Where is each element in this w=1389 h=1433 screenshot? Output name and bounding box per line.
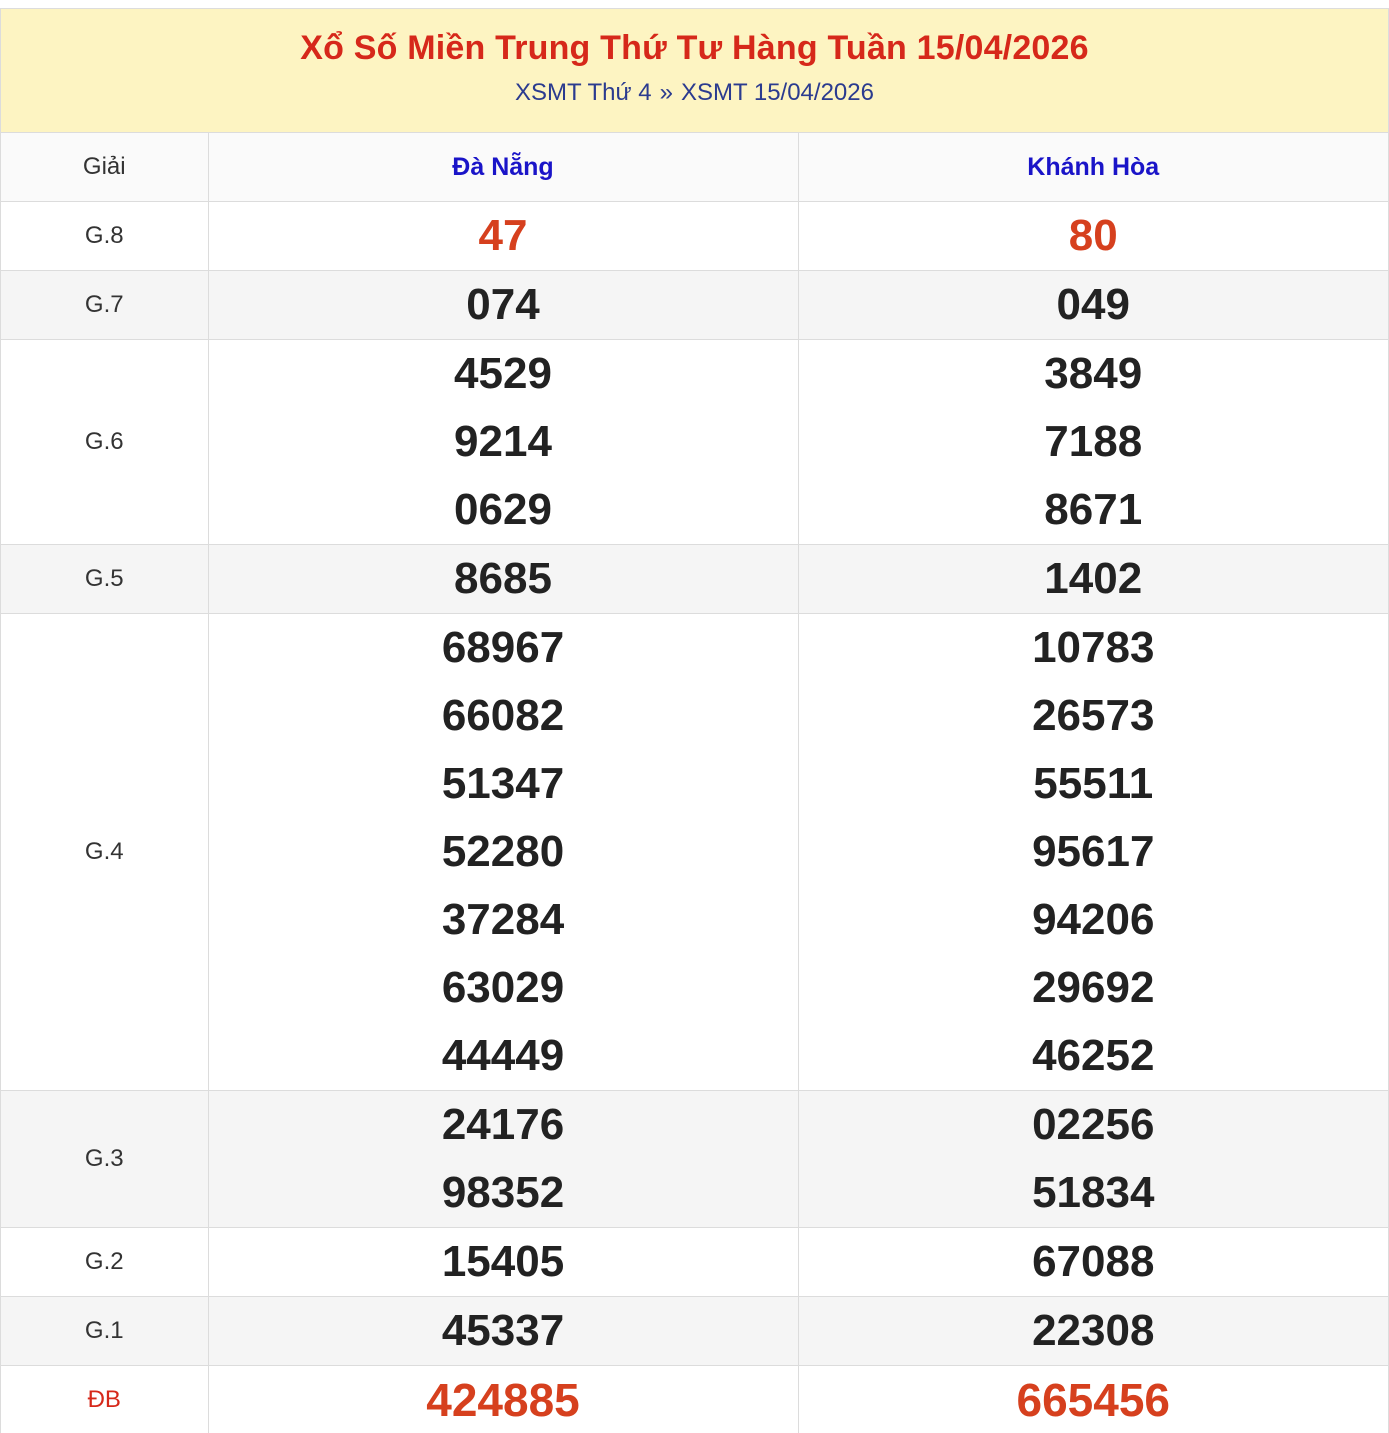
result-number: 67088	[1032, 1237, 1155, 1286]
result-number: 10783	[1032, 623, 1155, 672]
result-cell-da-nang	[208, 545, 798, 614]
special-prize-number: 424885	[426, 1374, 580, 1426]
result-cell-da-nang	[208, 1228, 798, 1297]
result-number: 4529	[454, 349, 552, 398]
result-number: 47	[478, 211, 528, 260]
result-number: 24176	[441, 1100, 565, 1149]
page-title: Xổ Số Miền Trung Thứ Tư Hàng Tuần 15/04/2026	[300, 29, 1089, 67]
result-number: 7188	[1044, 417, 1143, 466]
result-number: 074	[466, 280, 540, 329]
prize-label: G.6	[1, 340, 208, 545]
result-number: 22308	[1032, 1306, 1155, 1355]
result-number: 37284	[441, 895, 565, 944]
result-number: 02256	[1032, 1100, 1155, 1149]
result-number: 55511	[1033, 759, 1154, 808]
result-number: 51834	[1032, 1168, 1155, 1217]
result-number: 44449	[441, 1031, 565, 1080]
result-number: 8685	[454, 554, 552, 603]
special-prize-number: 665456	[1016, 1374, 1170, 1426]
result-number: 51347	[441, 759, 565, 808]
result-cell-khanh-hoa	[798, 202, 1388, 271]
results-table	[1, 133, 1388, 1433]
result-cell-da-nang	[208, 340, 798, 545]
result-cell-khanh-hoa	[798, 545, 1388, 614]
result-number: 049	[1056, 280, 1130, 329]
column-header-province[interactable]: Khánh Hòa	[798, 133, 1388, 202]
table-row	[1, 340, 1388, 545]
result-cell-khanh-hoa	[798, 1297, 1388, 1366]
result-cell-da-nang	[208, 1297, 798, 1366]
result-number: 66082	[441, 691, 565, 740]
result-cell-khanh-hoa	[798, 1366, 1388, 1433]
column-header-province[interactable]: Đà Nẵng	[208, 133, 798, 202]
prize-label: G.1	[1, 1297, 208, 1366]
result-number: 8671	[1044, 485, 1143, 534]
result-number: 94206	[1032, 895, 1155, 944]
table-row	[1, 614, 1388, 1091]
table-row	[1, 1297, 1388, 1366]
prize-label: G.4	[1, 614, 208, 1091]
result-cell-khanh-hoa	[798, 271, 1388, 340]
column-header-prize: Giải	[1, 133, 208, 202]
result-number: 68967	[441, 623, 565, 672]
result-cell-da-nang	[208, 614, 798, 1091]
result-cell-da-nang	[208, 202, 798, 271]
table-row	[1, 545, 1388, 614]
prize-label: G.3	[1, 1091, 208, 1228]
breadcrumb-link-weekday[interactable]: XSMT Thứ 4	[515, 79, 652, 106]
result-cell-da-nang	[208, 1091, 798, 1228]
result-number: 52280	[441, 827, 565, 876]
prize-label: G.2	[1, 1228, 208, 1297]
result-cell-khanh-hoa	[798, 1091, 1388, 1228]
result-number: 15405	[441, 1237, 565, 1286]
table-row	[1, 1366, 1388, 1433]
prize-label: G.7	[1, 271, 208, 340]
result-number: 26573	[1032, 691, 1155, 740]
result-cell-khanh-hoa	[798, 614, 1388, 1091]
result-number: 98352	[441, 1168, 565, 1217]
table-header-row	[1, 133, 1388, 202]
prize-label: ĐB	[1, 1366, 208, 1433]
table-row	[1, 1091, 1388, 1228]
result-number: 0629	[454, 485, 552, 534]
result-number: 45337	[441, 1306, 565, 1355]
table-row	[1, 271, 1388, 340]
result-number: 80	[1068, 211, 1118, 260]
results-header	[1, 9, 1388, 133]
table-row	[1, 1228, 1388, 1297]
prize-label: G.5	[1, 545, 208, 614]
result-number: 3849	[1044, 349, 1143, 398]
result-number: 1402	[1044, 554, 1143, 603]
result-number: 63029	[441, 963, 565, 1012]
breadcrumb-link-date[interactable]: XSMT 15/04/2026	[680, 79, 874, 106]
results-frame	[0, 8, 1389, 1433]
prize-label: G.8	[1, 202, 208, 271]
breadcrumb-separator: »	[659, 79, 673, 106]
result-number: 46252	[1032, 1031, 1155, 1080]
breadcrumb	[1, 79, 1388, 107]
result-cell-khanh-hoa	[798, 340, 1388, 545]
result-cell-da-nang	[208, 271, 798, 340]
table-row	[1, 202, 1388, 271]
result-number: 95617	[1032, 827, 1155, 876]
result-cell-da-nang	[208, 1366, 798, 1433]
result-number: 9214	[454, 417, 552, 466]
result-number: 29692	[1032, 963, 1155, 1012]
result-cell-khanh-hoa	[798, 1228, 1388, 1297]
